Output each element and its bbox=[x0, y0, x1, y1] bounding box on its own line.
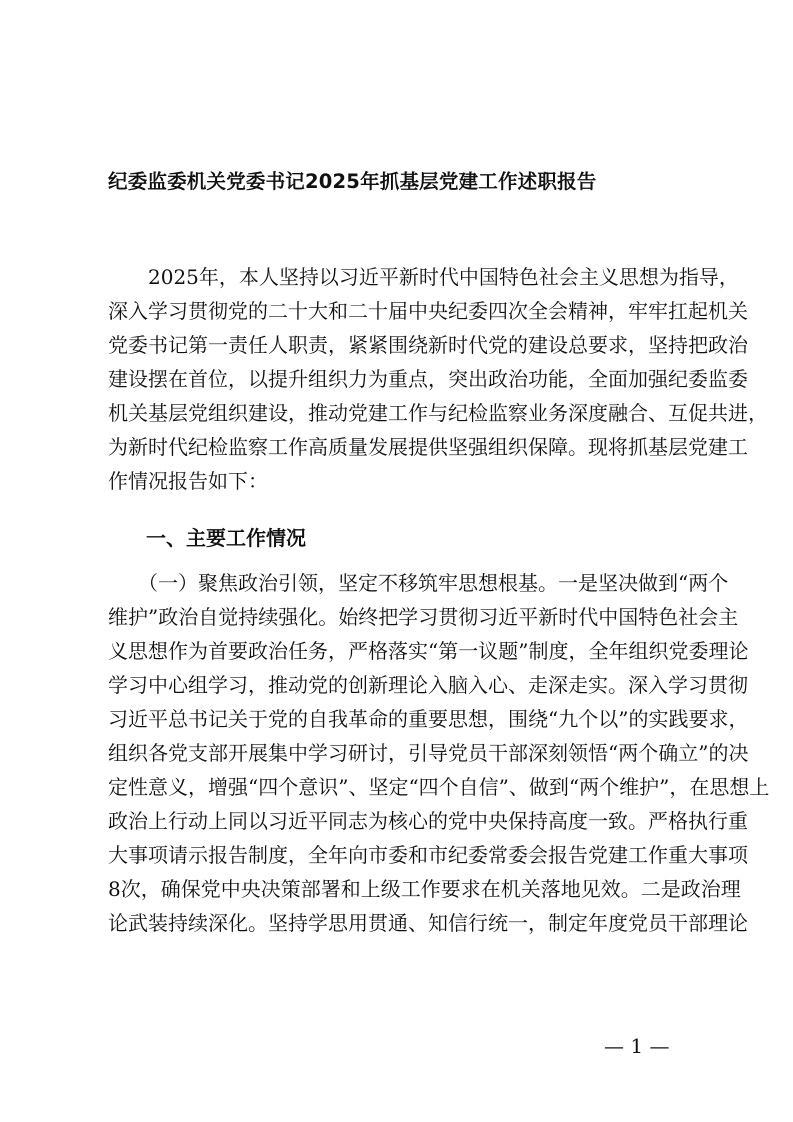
intro-line: 建设摆在首位，以提升组织力为重点，突出政治功能，全面加强纪委监委 bbox=[108, 367, 748, 391]
intro-line: 为新时代纪检监察工作高质量发展提供坚强组织保障。现将抓基层党建工 bbox=[108, 435, 748, 459]
body-line: 维护”政治自觉持续强化。始终把学习贯彻习近平新时代中国特色社会主 bbox=[108, 605, 739, 629]
body-line: 定性意义，增强“四个意识”、坚定“四个自信”、做到“两个维护”，在思想上 bbox=[108, 775, 770, 799]
intro-line: 深入学习贯彻党的二十大和二十届中央纪委四次全会精神，牢牢扛起机关 bbox=[108, 299, 748, 323]
section-heading: 一、主要工作情况 bbox=[146, 526, 306, 550]
body-line: （一）聚焦政治引领，坚定不移筑牢思想根基。一是坚决做到“两个 bbox=[108, 571, 729, 595]
page-number: — 1 — bbox=[604, 1034, 670, 1058]
body-line: 8次，确保党中央决策部署和上级工作要求在机关落地见效。二是政治理 bbox=[108, 877, 741, 901]
document-title: 纪委监委机关党委书记2025年抓基层党建工作述职报告 bbox=[108, 170, 597, 193]
body-line: 大事项请示报告制度，全年向市委和市纪委常委会报告党建工作重大事项 bbox=[108, 843, 748, 867]
body-line: 政治上行动上同以习近平同志为核心的党中央保持高度一致。严格执行重 bbox=[108, 809, 748, 833]
intro-line: 机关基层党组织建设，推动党建工作与纪检监察业务深度融合、互促共进， bbox=[108, 401, 768, 425]
body-line: 组织各党支部开展集中学习研讨，引导党员干部深刻领悟“两个确立”的决 bbox=[108, 741, 749, 765]
body-line: 义思想作为首要政治任务，严格落实“第一议题”制度，全年组织党委理论 bbox=[108, 639, 749, 663]
body-line: 学习中心组学习，推动党的创新理论入脑入心、走深走实。深入学习贯彻 bbox=[108, 673, 748, 697]
body-line: 论武装持续深化。坚持学思用贯通、知信行统一，制定年度党员干部理论 bbox=[108, 911, 748, 935]
intro-line: 党委书记第一责任人职责，紧紧围绕新时代党的建设总要求，坚持把政治 bbox=[108, 333, 748, 357]
body-line: 习近平总书记关于党的自我革命的重要思想，围绕“九个以”的实践要求， bbox=[108, 707, 749, 731]
intro-line: 2025年，本人坚持以习近平新时代中国特色社会主义思想为指导， bbox=[108, 265, 739, 289]
intro-line: 作情况报告如下： bbox=[108, 469, 268, 493]
